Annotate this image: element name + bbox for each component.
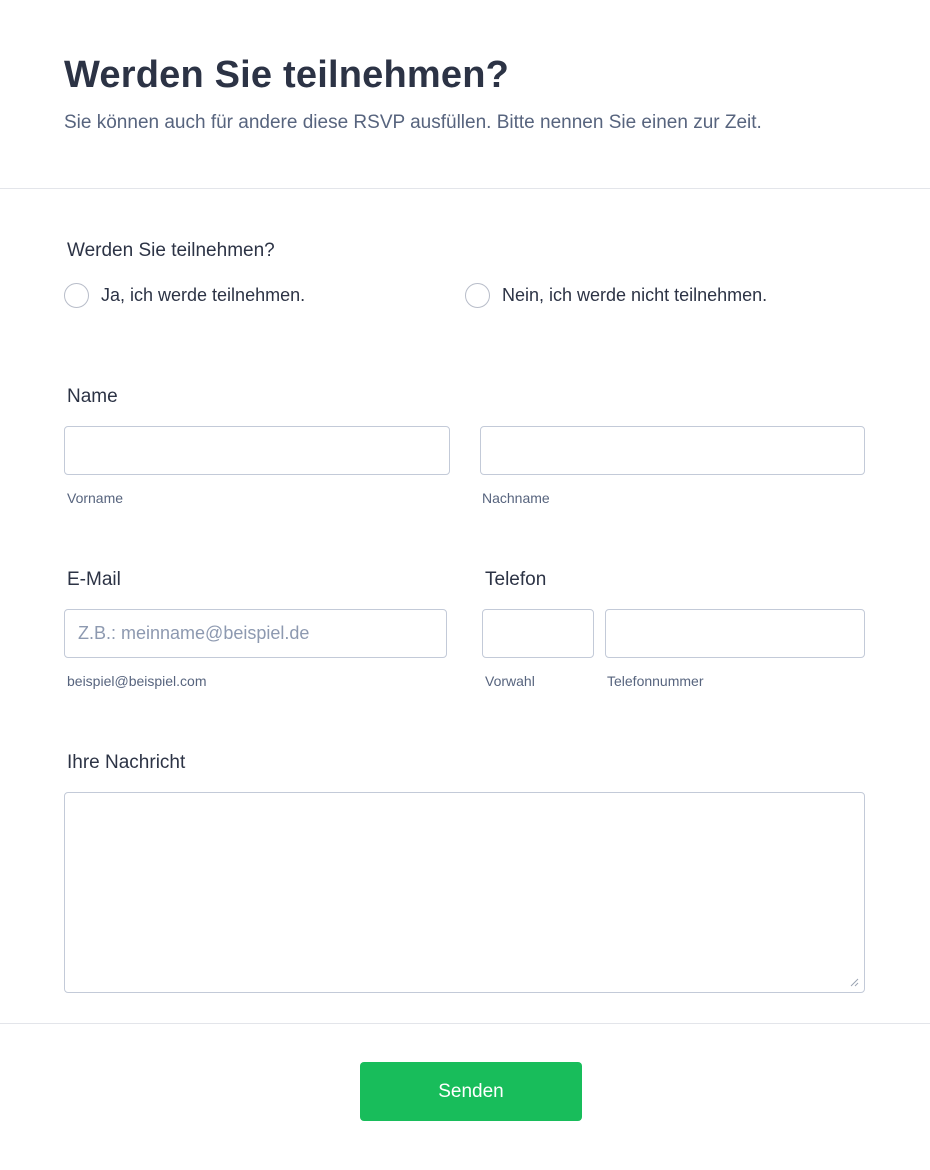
form-header bbox=[0, 0, 930, 189]
last-name-input[interactable] bbox=[480, 426, 865, 475]
phone-area-code-input[interactable] bbox=[482, 609, 594, 658]
radio-option-no[interactable] bbox=[465, 282, 767, 308]
resize-grip-icon[interactable] bbox=[850, 978, 859, 987]
submit-button[interactable]: Senden bbox=[360, 1062, 582, 1121]
email-input[interactable] bbox=[64, 609, 447, 658]
phone-area-code-sublabel: Vorwahl bbox=[485, 673, 535, 689]
radio-circle-no[interactable] bbox=[465, 283, 490, 308]
radio-label-no: Nein, ich werde nicht teilnehmen. bbox=[502, 284, 768, 305]
name-label: Name bbox=[67, 386, 118, 407]
email-label: E-Mail bbox=[67, 569, 121, 590]
phone-number-sublabel: Telefonnummer bbox=[607, 673, 704, 689]
page-title: Werden Sie teilnehmen? bbox=[64, 54, 510, 96]
phone-label: Telefon bbox=[485, 569, 547, 590]
first-name-input[interactable] bbox=[64, 426, 450, 475]
first-name-sublabel: Vorname bbox=[67, 490, 124, 506]
page-subtitle: Sie können auch für andere diese RSVP ausfüllen. Bitte nennen Sie einen zur Zeit. bbox=[64, 112, 762, 133]
radio-circle-yes[interactable] bbox=[64, 283, 89, 308]
message-textarea[interactable] bbox=[64, 792, 865, 993]
radio-label-yes: Ja, ich werde teilnehmen. bbox=[101, 284, 306, 305]
phone-number-input[interactable] bbox=[605, 609, 865, 658]
radio-option-yes[interactable] bbox=[64, 282, 305, 308]
email-sublabel: beispiel@beispiel.com bbox=[67, 673, 207, 689]
message-label: Ihre Nachricht bbox=[67, 752, 186, 773]
last-name-sublabel: Nachname bbox=[482, 490, 550, 506]
attendance-label: Werden Sie teilnehmen? bbox=[67, 240, 275, 261]
form-footer bbox=[0, 1023, 930, 1170]
